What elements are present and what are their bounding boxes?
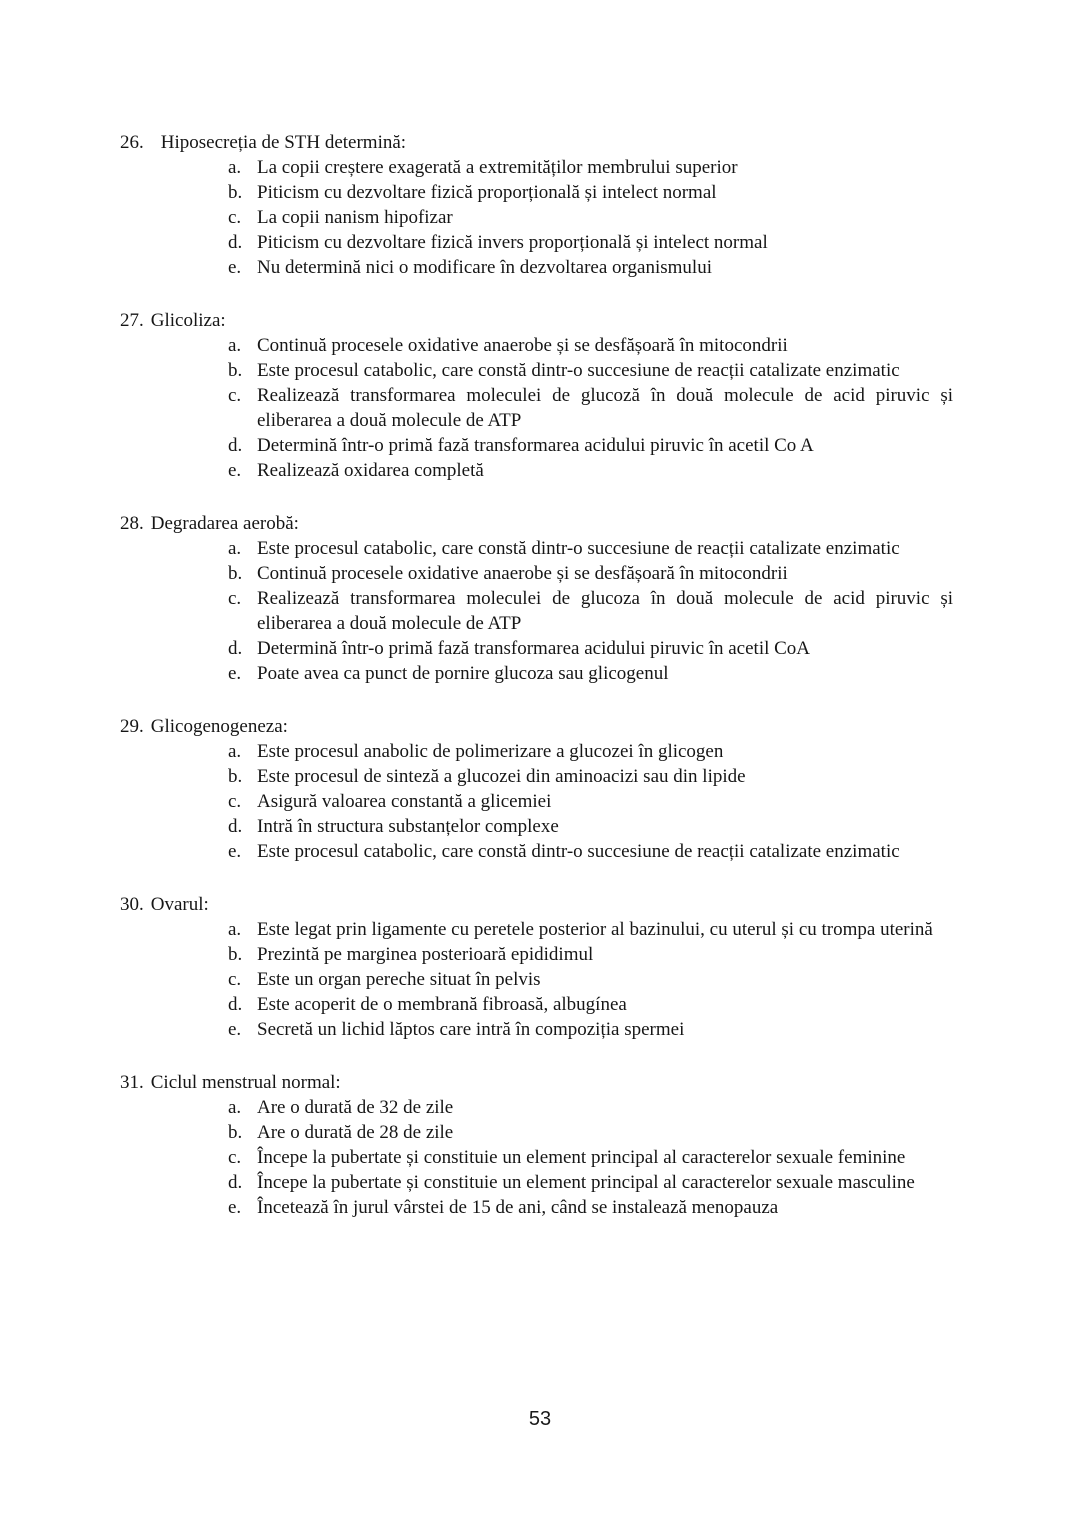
option-letter: e. xyxy=(228,257,242,278)
option-letter: d. xyxy=(228,816,243,837)
option-text: Realizează transformarea moleculei de glucoza în două molecule de acid piruvic și eliberarea a două molecule de ATP xyxy=(257,588,953,634)
page-number: 53 xyxy=(528,1408,552,1430)
option-letter: b. xyxy=(228,1122,243,1143)
question-title: Ciclul menstrual normal: xyxy=(150,1072,341,1093)
option-letter: c. xyxy=(228,969,242,990)
option-letter: d. xyxy=(228,435,243,456)
option-letter: d. xyxy=(228,638,243,659)
answer-option xyxy=(228,1017,953,1042)
question-heading xyxy=(120,511,953,536)
question-number: 27. xyxy=(120,310,144,331)
answer-option xyxy=(228,839,953,864)
option-letter: e. xyxy=(228,663,242,684)
question-block-26 xyxy=(120,130,953,280)
option-letter: a. xyxy=(228,741,242,762)
option-letter: a. xyxy=(228,157,242,178)
option-text: Începe la pubertate și constituie un element principal al caracterelor sexuale feminine xyxy=(257,1147,906,1168)
option-letter: c. xyxy=(228,791,242,812)
question-block-30 xyxy=(120,892,953,1042)
answer-option xyxy=(228,942,953,967)
option-text: Piticism cu dezvoltare fizică invers proporțională și intelect normal xyxy=(257,232,768,253)
answer-option xyxy=(228,561,953,586)
option-letter: b. xyxy=(228,182,243,203)
option-letter: a. xyxy=(228,1097,242,1118)
question-title: Glicogenogeneza: xyxy=(150,716,288,737)
option-letter: d. xyxy=(228,994,243,1015)
option-text: La copii nanism hipofizar xyxy=(257,207,453,228)
answer-option xyxy=(228,739,953,764)
question-title: Glicoliza: xyxy=(150,310,226,331)
option-letter: a. xyxy=(228,538,242,559)
option-letter: c. xyxy=(228,1147,242,1168)
answer-option xyxy=(228,1170,953,1195)
option-text: Este procesul anabolic de polimerizare a glucozei în glicogen xyxy=(257,741,724,762)
question-title: Ovarul: xyxy=(150,894,209,915)
option-text: Prezintă pe marginea posterioară epididimul xyxy=(257,944,594,965)
answer-option xyxy=(228,661,953,686)
option-text: Este procesul catabolic, care constă dintr-o succesiune de reacții catalizate enzimatic xyxy=(257,360,900,381)
option-letter: d. xyxy=(228,232,243,253)
option-text: Poate avea ca punct de pornire glucoza sau glicogenul xyxy=(257,663,669,684)
option-letter: c. xyxy=(228,207,242,228)
answer-option xyxy=(228,1095,953,1120)
answer-option xyxy=(228,255,953,280)
option-text: Este procesul catabolic, care constă dintr-o succesiune de reacții catalizate enzimatic xyxy=(257,538,900,559)
question-block-31 xyxy=(120,1070,953,1220)
option-text: Asigură valoarea constantă a glicemiei xyxy=(257,791,552,812)
option-text: Nu determină nici o modificare în dezvoltarea organismului xyxy=(257,257,712,278)
answer-option xyxy=(228,1120,953,1145)
option-text: Este procesul catabolic, care constă dintr-o succesiune de reacții catalizate enzimatic xyxy=(257,841,900,862)
answer-option xyxy=(228,1145,953,1170)
option-letter: d. xyxy=(228,1172,243,1193)
option-letter: a. xyxy=(228,335,242,356)
answer-option xyxy=(228,1195,953,1220)
option-letter: c. xyxy=(228,385,242,406)
question-number: 28. xyxy=(120,513,144,534)
question-block-27 xyxy=(120,308,953,483)
option-text: Realizează oxidarea completă xyxy=(257,460,484,481)
answer-option xyxy=(228,333,953,358)
answer-option xyxy=(228,967,953,992)
option-text: Determină într-o primă fază transformarea acidului piruvic în acetil CoA xyxy=(257,638,811,659)
option-text: La copii creștere exagerată a extremităților membrului superior xyxy=(257,157,738,178)
answer-option xyxy=(228,205,953,230)
option-text: Continuă procesele oxidative anaerobe și se desfășoară în mitocondrii xyxy=(257,335,788,356)
question-title: Degradarea aerobă: xyxy=(150,513,299,534)
answer-option xyxy=(228,180,953,205)
option-letter: b. xyxy=(228,360,243,381)
option-text: Are o durată de 32 de zile xyxy=(257,1097,454,1118)
answer-option xyxy=(228,458,953,483)
question-heading xyxy=(120,130,953,155)
answer-option xyxy=(228,764,953,789)
answer-option xyxy=(228,586,953,636)
option-letter: b. xyxy=(228,944,243,965)
question-heading xyxy=(120,1070,953,1095)
question-title: Hiposecreția de STH determină: xyxy=(160,132,407,153)
option-text: Piticism cu dezvoltare fizică proporțională și intelect normal xyxy=(257,182,717,203)
answer-option xyxy=(228,433,953,458)
option-text: Determină într-o primă fază transformarea acidului piruvic în acetil Co A xyxy=(257,435,814,456)
option-letter: e. xyxy=(228,460,242,481)
option-text: Începe la pubertate și constituie un element principal al caracterelor sexuale masculine xyxy=(257,1172,915,1193)
option-text: Continuă procesele oxidative anaerobe și se desfășoară în mitocondrii xyxy=(257,563,788,584)
option-letter: e. xyxy=(228,1197,242,1218)
question-number: 30. xyxy=(120,894,144,915)
option-letter: e. xyxy=(228,1019,242,1040)
answer-option xyxy=(228,383,953,433)
question-number: 29. xyxy=(120,716,144,737)
answer-option xyxy=(228,917,953,942)
option-letter: b. xyxy=(228,563,243,584)
answer-option xyxy=(228,636,953,661)
question-block-29 xyxy=(120,714,953,864)
option-text: Are o durată de 28 de zile xyxy=(257,1122,454,1143)
answer-option xyxy=(228,358,953,383)
question-heading xyxy=(120,892,953,917)
option-text: Intră în structura substanțelor complexe xyxy=(257,816,559,837)
option-text: Este acoperit de o membrană fibroasă, albugínea xyxy=(257,994,627,1015)
answer-option xyxy=(228,155,953,180)
option-text: Este legat prin ligamente cu peretele posterior al bazinului, cu uterul și cu trompa uterină xyxy=(257,919,933,940)
question-heading xyxy=(120,308,953,333)
option-text: Încetează în jurul vârstei de 15 de ani, când se instalează menopauza xyxy=(257,1197,779,1218)
question-block-28 xyxy=(120,511,953,686)
option-letter: b. xyxy=(228,766,243,787)
question-number: 31. xyxy=(120,1072,144,1093)
option-letter: a. xyxy=(228,919,242,940)
option-text: Este procesul de sinteză a glucozei din aminoacizi sau din lipide xyxy=(257,766,746,787)
answer-option xyxy=(228,789,953,814)
option-text: Realizează transformarea moleculei de glucoză în două molecule de acid piruvic și eliberarea a două molecule de ATP xyxy=(257,385,953,431)
option-letter: e. xyxy=(228,841,242,862)
answer-option xyxy=(228,536,953,561)
option-text: Este un organ pereche situat în pelvis xyxy=(257,969,541,990)
answer-option xyxy=(228,814,953,839)
answer-option xyxy=(228,230,953,255)
option-letter: c. xyxy=(228,588,242,609)
option-text: Secretă un lichid lăptos care intră în compoziția spermei xyxy=(257,1019,685,1040)
question-number: 26. xyxy=(120,132,144,153)
answer-option xyxy=(228,992,953,1017)
questions-list xyxy=(120,130,953,1220)
question-heading xyxy=(120,714,953,739)
